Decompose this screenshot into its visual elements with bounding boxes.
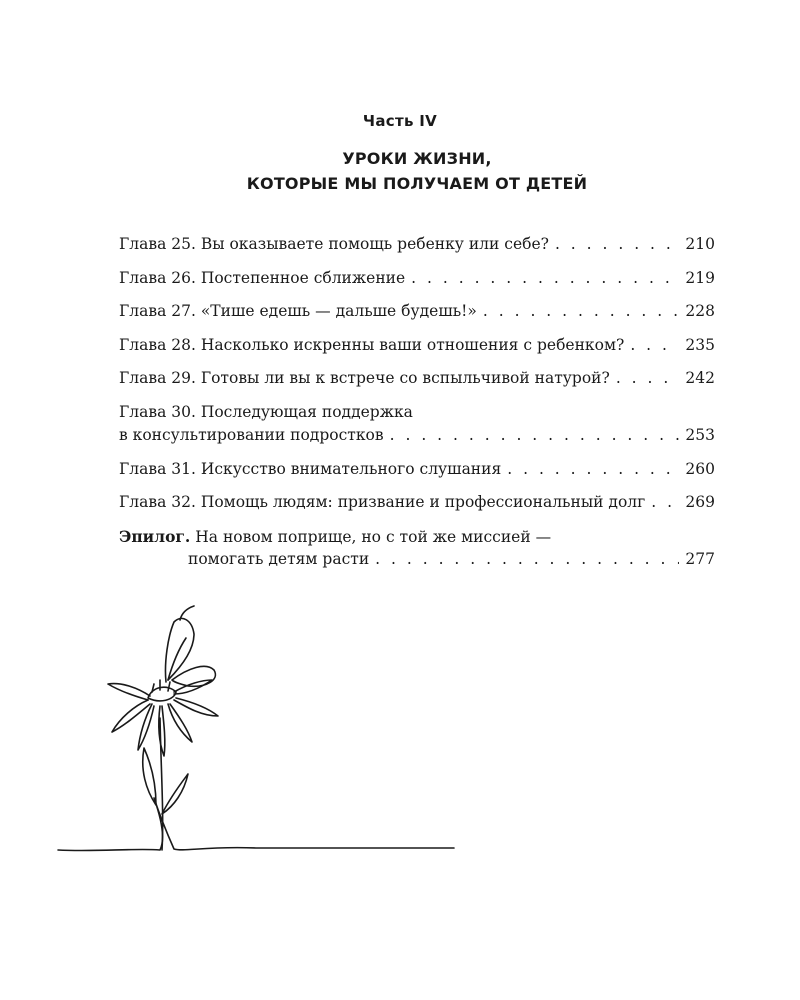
toc-entry-page: 219	[685, 268, 715, 287]
toc-entry-chapter-31[interactable]	[119, 458, 715, 482]
epilog-title-line-2: помогать детям расти	[188, 550, 370, 568]
flower-butterfly-line-art-icon	[56, 600, 456, 860]
leader-dots	[375, 548, 679, 572]
part-label: Часть IV	[362, 112, 438, 130]
toc-entry-page: 228	[685, 302, 715, 320]
leader-dots	[651, 491, 679, 515]
toc-entry-page: 260	[685, 459, 715, 478]
toc-entry-title: Глава 31. Искусство внимательного слушания	[119, 459, 502, 478]
toc-entry-chapter-32[interactable]	[119, 491, 715, 515]
toc-entry-title: Глава 29. Готовы ли вы к встрече со вспыльчивой натурой?	[119, 369, 610, 387]
leader-dots	[483, 300, 680, 324]
toc-entry-page: 277	[685, 550, 715, 568]
part-title	[0, 146, 800, 196]
epilog-label: Эпилог.	[119, 526, 191, 546]
toc-entry-page: 253	[685, 426, 715, 444]
toc-entry-title: Глава 26. Постепенное сближение	[119, 268, 406, 287]
toc-entry-page: 269	[685, 493, 715, 511]
toc-entry-title: Глава 32. Помощь людям: призвание и профессиональный долг	[119, 493, 646, 511]
toc-entry-chapter-25[interactable]	[119, 233, 715, 257]
toc-entry-page: 242	[685, 369, 715, 387]
epilog-title-line-1: На новом поприще, но с той же миссией —	[195, 527, 552, 546]
toc-entry-title: Глава 27. «Тише едешь — дальше будешь!»	[119, 302, 477, 320]
toc-entry-chapter-30[interactable]	[119, 401, 715, 448]
leader-dots	[390, 424, 680, 448]
leader-dots	[616, 367, 680, 391]
leader-dots	[411, 267, 679, 291]
leader-dots	[555, 233, 679, 257]
toc-entry-title-line-1: Глава 30. Последующая поддержка	[119, 402, 413, 421]
part-title-line-2: КОТОРЫЕ МЫ ПОЛУЧАЕМ ОТ ДЕТЕЙ	[246, 174, 588, 193]
toc-entry-chapter-26[interactable]	[119, 267, 715, 291]
toc-entry-title-line-2: в консультировании подростков	[119, 426, 384, 444]
leader-dots	[630, 334, 679, 358]
toc-entry-chapter-28[interactable]	[119, 334, 715, 358]
toc-entry-title: Глава 25. Вы оказываете помощь ребенку или себе?	[119, 235, 549, 253]
part-title-line-1: УРОКИ ЖИЗНИ,	[342, 149, 492, 168]
toc-entry-chapter-27[interactable]	[119, 300, 715, 324]
leader-dots	[507, 458, 679, 482]
toc-entry-page: 210	[685, 235, 715, 253]
toc-entry-page: 235	[685, 335, 715, 354]
toc-entry-epilog[interactable]	[119, 525, 715, 572]
table-of-contents	[119, 233, 715, 582]
toc-entry-chapter-29[interactable]	[119, 367, 715, 391]
toc-entry-title: Глава 28. Насколько искренны ваши отношения с ребенком?	[119, 335, 625, 354]
